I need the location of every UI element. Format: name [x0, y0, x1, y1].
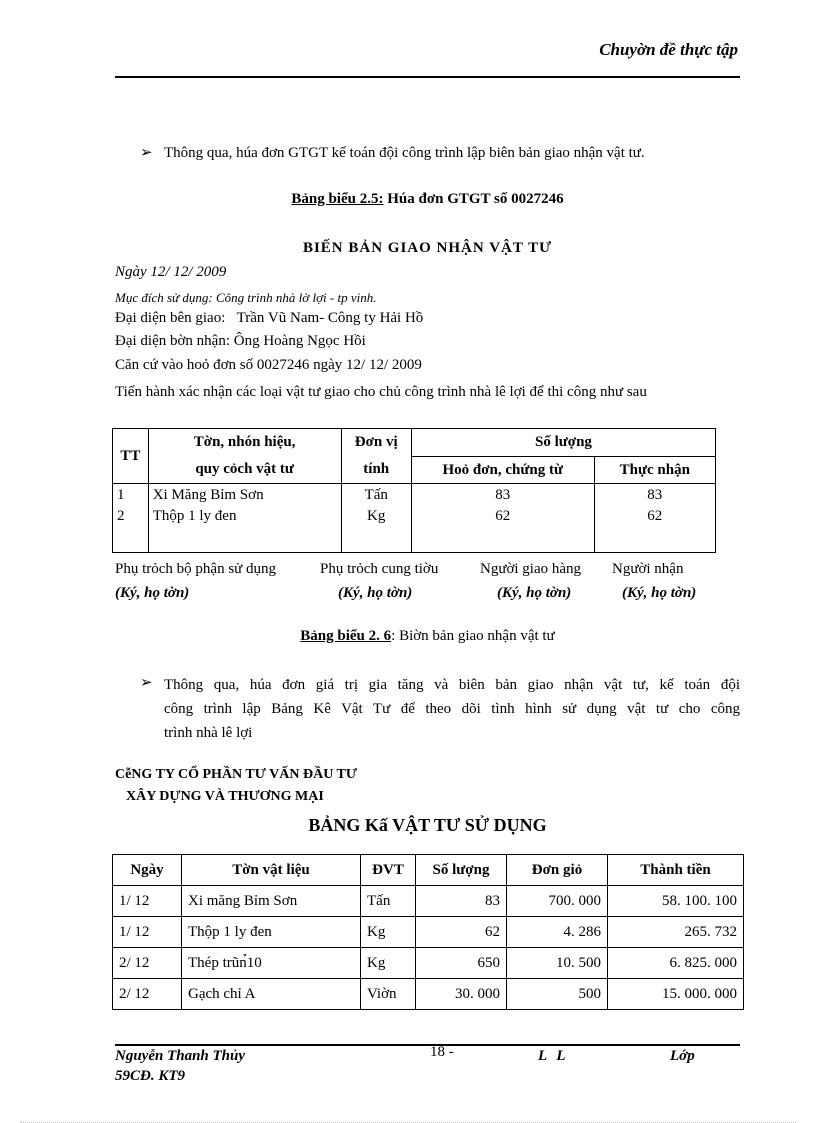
- sig-label-receiver: Người nhận: [612, 561, 684, 577]
- cell-unit: Tấn: [361, 886, 416, 917]
- giver-line: [115, 310, 740, 327]
- cell-tt: 1: [113, 484, 149, 508]
- sig-sub-receiver: (Ký, họ tờn): [622, 585, 697, 601]
- company-name-line-1: CễNG TY CỔ PHẦN TƯ VẤN ĐẦU TƯ: [115, 767, 358, 782]
- usage-table: [112, 854, 744, 1010]
- doc-purpose: Mục đích sử dụng: Công trình nhà lờ lợi - tp vinh.: [115, 290, 377, 305]
- arrow-bullet-2-icon: ➢: [140, 675, 153, 691]
- cell-date: 1/ 12: [113, 886, 182, 917]
- sig-sub-usage: (Ký, họ tờn): [115, 585, 190, 601]
- cell-tt: 2: [113, 508, 149, 553]
- cell-quantity: 62: [416, 917, 507, 948]
- footer-mid: L L: [538, 1048, 566, 1064]
- th-name-1: Tờn, nhón hiệu,: [148, 429, 341, 457]
- cell-actual: 83: [594, 484, 715, 508]
- th-tt: TT: [113, 429, 149, 484]
- cell-actual: 62: [594, 508, 715, 553]
- th-price: Đơn giỏ: [507, 855, 608, 886]
- bullet-paragraph-1: [140, 141, 740, 166]
- th-unit: ĐVT: [361, 855, 416, 886]
- arrow-bullet-icon: ➢: [140, 145, 153, 161]
- cell-amount: 15. 000. 000: [608, 979, 744, 1010]
- bullet-2-line-3: trình nhà lê lợi: [164, 725, 253, 741]
- header-divider: [115, 76, 740, 78]
- caption-2-6-text: : Biờn bản giao nhận vật tư: [391, 628, 555, 644]
- table-row: [113, 508, 716, 553]
- caption-2-5-text: Húa đơn GTGT số 0027246: [383, 191, 564, 207]
- cell-unit: Viờn: [361, 979, 416, 1010]
- sig-label-supply: Phụ trỏch cung tiờu: [320, 561, 439, 577]
- cell-amount: 58. 100. 100: [608, 886, 744, 917]
- receiver-label: Đại diện bờn nhận:: [115, 333, 230, 349]
- basis-line: Căn cứ vào hoỏ đơn số 0027246 ngày 12/ 12/ 2009: [115, 357, 422, 373]
- cell-material: Gạch chỉ A: [182, 979, 361, 1010]
- sig-sub-deliverer: (Ký, họ tờn): [497, 585, 572, 601]
- doc-title-delivery: BIẾN BẢN GIAO NHẬN VẬT TƯ: [302, 240, 553, 256]
- cell-invoice: 83: [411, 484, 594, 508]
- cell-price: 500: [507, 979, 608, 1010]
- cell-material: Thép trũn̉10: [182, 948, 361, 979]
- th-qty-actual: Thực nhận: [594, 457, 715, 484]
- cell-material: Xi măng Bỉm Sơn: [182, 886, 361, 917]
- th-quantity: Số lượng: [416, 855, 507, 886]
- sig-label-deliverer: Người giao hàng: [480, 561, 582, 577]
- caption-2-5-label: Bảng biểu 2.5:: [291, 191, 384, 207]
- header-title: Chuyờn đề thực tập: [599, 40, 738, 59]
- cell-name: Xi Măng Bỉm Sơn: [148, 484, 341, 508]
- cell-amount: 265. 732: [608, 917, 744, 948]
- cell-amount: 6. 825. 000: [608, 948, 744, 979]
- cell-unit: Kg: [361, 917, 416, 948]
- footer-divider: [115, 1044, 740, 1046]
- cell-date: 2/ 12: [113, 948, 182, 979]
- bullet-paragraph-2: [164, 673, 740, 745]
- footer-page-number: 18 -: [430, 1044, 454, 1060]
- th-name-2: quy cỏch vật tư: [148, 457, 341, 484]
- doc-title-usage: BẢNG Kấ VẬT TƯ SỬ DỤNG: [308, 815, 547, 835]
- bullet-2-line-2: công trình lập Bảng Kê Vật Tư để theo dõi tình hình sử dụng vật tư cho công: [164, 701, 740, 717]
- th-unit-2: tính: [341, 457, 411, 484]
- receiver-name: Ông Hoàng Ngọc Hồi: [233, 333, 366, 349]
- cell-unit: Tấn: [341, 484, 411, 508]
- cell-price: 10. 500: [507, 948, 608, 979]
- cell-quantity: 83: [416, 886, 507, 917]
- cell-name: Thộp 1 ly đen: [148, 508, 341, 553]
- cell-price: 4. 286: [507, 917, 608, 948]
- footer-class-label: Lớp: [670, 1048, 695, 1064]
- giver-label: Đại diện bên giao:: [115, 310, 226, 326]
- table-row: [113, 484, 716, 508]
- th-material: Tờn vật liệu: [182, 855, 361, 886]
- delivery-table: [112, 428, 716, 553]
- receiver-line: [115, 333, 740, 350]
- cell-quantity: 30. 000: [416, 979, 507, 1010]
- caption-2-6-label: Bảng biểu 2. 6: [300, 628, 392, 644]
- table-row: [113, 886, 744, 917]
- cell-invoice: 62: [411, 508, 594, 553]
- cell-quantity: 650: [416, 948, 507, 979]
- giver-name: Trần Vũ Nam- Công ty Hải Hồ: [236, 310, 424, 326]
- bullet-2-line-1: Thông qua, húa đơn giá trị gia tăng và biên bản giao nhận vật tư, kế toán đội: [164, 677, 740, 693]
- company-name-line-2: XÂY DỰNG VÀ THƯƠNG MẠI: [126, 789, 324, 804]
- bullet-1-text: Thông qua, húa đơn GTGT kế toán đội công trình lập biên bản giao nhận vật tư.: [164, 145, 645, 161]
- table-row: [113, 948, 744, 979]
- th-qty-invoice: Hoỏ đơn, chứng từ: [411, 457, 594, 484]
- cell-date: 1/ 12: [113, 917, 182, 948]
- caption-2-5: [115, 191, 740, 208]
- doc-date: Ngày 12/ 12/ 2009: [115, 264, 227, 280]
- cell-price: 700. 000: [507, 886, 608, 917]
- th-amount: Thành tiền: [608, 855, 744, 886]
- cell-unit: Kg: [341, 508, 411, 553]
- sig-label-usage: Phụ trỏch bộ phận sử dụng: [115, 561, 277, 577]
- table-row: [113, 917, 744, 948]
- caption-2-6: [115, 628, 740, 645]
- action-line: Tiến hành xác nhận các loại vật tư giao cho chủ công trình nhà lê lợi để thi công như sau: [115, 384, 647, 400]
- th-unit-1: Đơn vị: [341, 429, 411, 457]
- th-date: Ngày: [113, 855, 182, 886]
- footer-author: Nguyễn Thanh Thủy: [115, 1048, 246, 1064]
- footer-class-code: 59CĐ. KT9: [115, 1068, 186, 1084]
- th-qty: Số lượng: [411, 429, 715, 457]
- cell-material: Thộp 1 ly đen: [182, 917, 361, 948]
- sig-sub-supply: (Ký, họ tờn): [338, 585, 413, 601]
- table-row: [113, 979, 744, 1010]
- cell-unit: Kg: [361, 948, 416, 979]
- cell-date: 2/ 12: [113, 979, 182, 1010]
